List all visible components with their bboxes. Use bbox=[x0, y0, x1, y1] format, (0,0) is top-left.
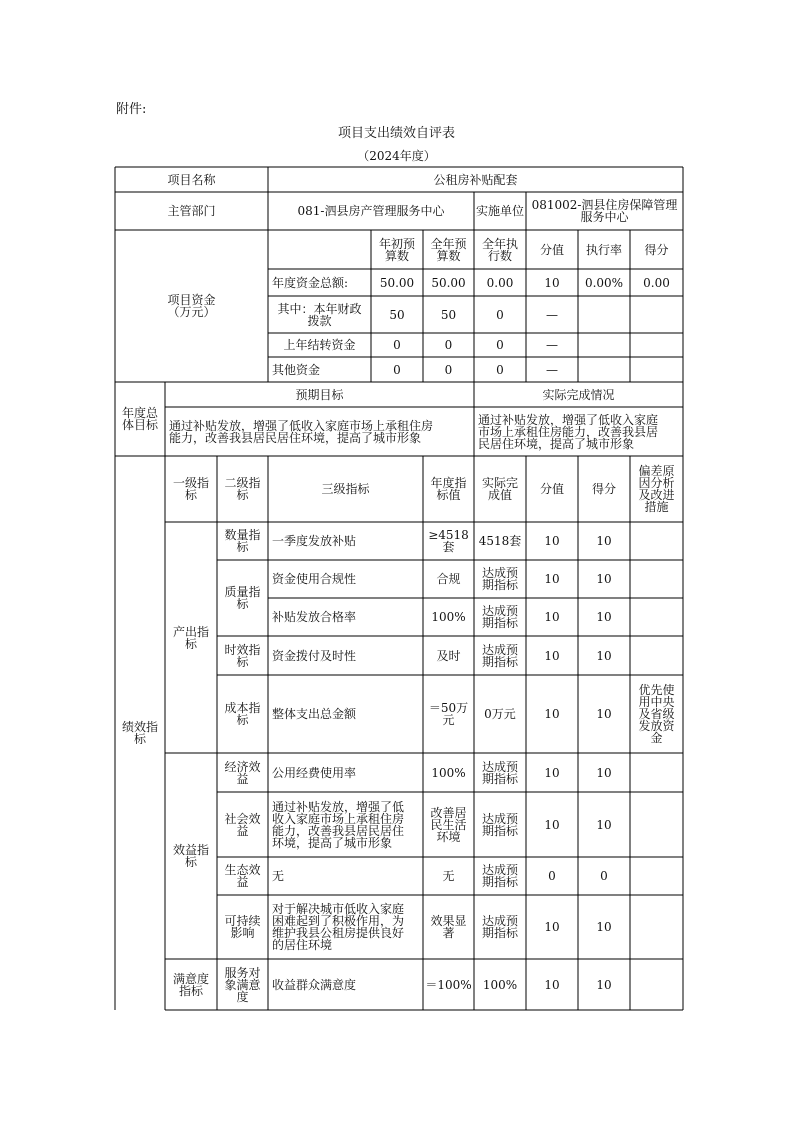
funds-cell: 0.00 bbox=[486, 275, 514, 290]
funds-header: 全年执 行数 bbox=[481, 236, 518, 263]
impl-unit-value: 081002-泗县住房保障管理服务中心 bbox=[531, 198, 678, 224]
perf-header: 得分 bbox=[591, 482, 616, 496]
dept-value: 081-泗县房产管理服务中心 bbox=[297, 204, 445, 218]
indicator-got: 10 bbox=[596, 765, 612, 780]
indicator-target: ＝100% bbox=[425, 977, 472, 992]
perf-header: 三级指标 bbox=[321, 482, 370, 496]
indicator-actual: 100% bbox=[482, 977, 518, 992]
indicator-actual: 4518套 bbox=[478, 534, 522, 548]
indicator-actual: 0万元 bbox=[484, 707, 516, 721]
funds-cell: 50.00 bbox=[379, 275, 415, 290]
indicator-score: 10 bbox=[544, 977, 560, 992]
funds-cell: 0 bbox=[496, 307, 504, 322]
level1-benefit: 效益指 标 bbox=[172, 843, 209, 869]
indicator-name: 资金使用合规性 bbox=[272, 572, 357, 586]
indicator-actual: 达成预 期指标 bbox=[481, 863, 518, 889]
indicator-target: 及时 bbox=[436, 648, 461, 663]
level2-cell: 可持续 影响 bbox=[224, 914, 261, 940]
indicator-note: 优先使 用中央 及省级 发放资 金 bbox=[638, 683, 675, 745]
funds-cell: — bbox=[546, 362, 558, 377]
indicator-got: 10 bbox=[596, 817, 612, 832]
level2-cell: 生态效 益 bbox=[224, 863, 261, 889]
indicator-score: 10 bbox=[544, 817, 560, 832]
level2-cell: 服务对 象满意 度 bbox=[224, 965, 261, 1004]
indicator-actual: 达成预 期指标 bbox=[481, 566, 518, 592]
funds-cell: — bbox=[546, 338, 558, 352]
indicator-name: 公用经费使用率 bbox=[272, 765, 357, 780]
indicator-got: 10 bbox=[596, 534, 612, 548]
actual-goal-header: 实际完成情况 bbox=[542, 387, 615, 402]
funds-cell: 0 bbox=[393, 362, 401, 377]
funds-row-label: 其他资金 bbox=[272, 362, 321, 377]
indicator-name: 整体支出总金额 bbox=[272, 707, 357, 721]
expected-goal-header: 预期目标 bbox=[295, 387, 344, 402]
level1-satisfaction: 满意度 指标 bbox=[172, 971, 209, 998]
funds-header: 执行率 bbox=[585, 242, 622, 257]
indicator-name: 补贴发放合格率 bbox=[272, 610, 357, 624]
funds-row-label: 其中：本年财政 拨款 bbox=[277, 301, 362, 328]
funds-header: 年初预 算数 bbox=[378, 236, 415, 263]
indicator-target: 无 bbox=[442, 869, 455, 883]
indicator-target: 合规 bbox=[436, 572, 461, 586]
funds-row-label: 年度资金总额: bbox=[272, 275, 349, 290]
level1-output: 产出指 标 bbox=[172, 624, 209, 651]
level2-cell: 质量指 标 bbox=[224, 585, 261, 611]
dept-label: 主管部门 bbox=[167, 204, 216, 218]
indicator-name: 资金拨付及时性 bbox=[272, 648, 357, 663]
indicator-score: 10 bbox=[544, 610, 560, 624]
indicator-got: 10 bbox=[596, 572, 612, 586]
funds-cell: 0 bbox=[496, 362, 504, 377]
indicator-actual: 达成预 期指标 bbox=[481, 759, 518, 786]
level2-cell: 成本指 标 bbox=[224, 701, 261, 727]
indicator-score: 10 bbox=[544, 707, 560, 721]
indicator-got: 10 bbox=[596, 920, 612, 934]
indicator-actual: 达成预 期指标 bbox=[481, 914, 518, 940]
level2-cell: 时效指 标 bbox=[224, 642, 261, 669]
indicator-score: 10 bbox=[544, 648, 560, 663]
perf-header: 二级指 标 bbox=[224, 476, 261, 502]
perf-header: 实际完 成值 bbox=[481, 476, 518, 502]
level2-cell: 经济效 益 bbox=[224, 759, 261, 786]
funds-cell: 50 bbox=[389, 307, 405, 322]
funds-header: 全年预 算数 bbox=[430, 236, 467, 263]
funds-header: 分值 bbox=[539, 242, 564, 257]
project-name-value: 公租房补贴配套 bbox=[433, 172, 518, 187]
perf-header: 年度指 标值 bbox=[430, 476, 467, 502]
indicator-name: 一季度发放补贴 bbox=[272, 534, 357, 548]
attachment-label: 附件: bbox=[116, 102, 147, 117]
indicator-score: 0 bbox=[548, 869, 556, 883]
indicator-target: ≥4518 套 bbox=[428, 528, 469, 554]
indicator-score: 10 bbox=[544, 765, 560, 780]
perf-header: 分值 bbox=[539, 482, 564, 496]
indicator-target: 改善居 民生活 环境 bbox=[430, 805, 467, 844]
goals-label: 年度总 体目标 bbox=[121, 406, 158, 432]
level2-cell: 数量指 标 bbox=[224, 528, 261, 554]
indicator-got: 10 bbox=[596, 610, 612, 624]
funds-cell: 0 bbox=[444, 362, 453, 377]
indicator-target: 100% bbox=[431, 765, 466, 780]
perf-header: 偏差原 因分析 及改进 措施 bbox=[638, 464, 675, 514]
actual-goal-text: 通过补贴发放，增强了低收入家庭 市场上承租住房能力，改善我县居 民居住环境，提高了城市形象 bbox=[478, 412, 659, 451]
funds-cell: 0 bbox=[393, 338, 401, 352]
funds-label: 项目资金 （万元） bbox=[167, 293, 216, 319]
funds-cell: 0 bbox=[496, 338, 504, 352]
funds-cell: — bbox=[546, 307, 558, 322]
level2-cell: 社会效 益 bbox=[224, 811, 261, 838]
funds-cell: 10 bbox=[544, 275, 560, 290]
year-subtitle: （2024年度） bbox=[357, 149, 436, 163]
indicator-target: ＝50万 元 bbox=[428, 701, 469, 727]
perf-header: 一级指 标 bbox=[172, 476, 209, 502]
funds-cell: 0.00% bbox=[584, 275, 624, 290]
page-title: 项目支出绩效自评表 bbox=[337, 126, 455, 141]
funds-cell: 0.00 bbox=[643, 275, 670, 290]
indicator-got: 0 bbox=[600, 869, 608, 883]
indicator-got: 10 bbox=[596, 977, 612, 992]
indicator-score: 10 bbox=[544, 572, 560, 586]
indicator-got: 10 bbox=[596, 648, 612, 663]
indicator-actual: 达成预 期指标 bbox=[481, 811, 518, 838]
funds-header: 得分 bbox=[644, 242, 669, 257]
indicator-score: 10 bbox=[544, 920, 560, 934]
indicator-got: 10 bbox=[596, 707, 612, 721]
indicator-name: 收益群众满意度 bbox=[272, 977, 357, 992]
indicator-actual: 达成预 期指标 bbox=[481, 642, 518, 669]
indicator-target: 100% bbox=[431, 610, 466, 624]
impl-unit-label: 实施单位 bbox=[476, 204, 525, 218]
expected-goal-text: 通过补贴发放，增强了低收入家庭市场上承租住房 能力，改善我县居民居住环境，提高了城市形象 bbox=[169, 418, 434, 445]
funds-cell: 0 bbox=[444, 338, 453, 352]
perf-label: 绩效指 标 bbox=[121, 720, 158, 746]
indicator-score: 10 bbox=[544, 534, 560, 548]
funds-cell: 50.00 bbox=[431, 275, 466, 290]
funds-row-label: 上年结转资金 bbox=[283, 338, 356, 352]
indicator-name: 通过补贴发放，增强了低 收入家庭市场上承租住房 能力，改善我县居民居住 环境，提高了城市形象 bbox=[272, 799, 405, 850]
indicator-actual: 达成预 期指标 bbox=[481, 604, 518, 630]
project-name-label: 项目名称 bbox=[167, 172, 216, 187]
indicator-name: 对于解决城市低收入家庭 困难起到了积极作用，为 维护我县公租房提供良好 的居住环境 bbox=[272, 902, 405, 952]
indicator-name: 无 bbox=[272, 869, 285, 883]
indicator-target: 效果显 著 bbox=[430, 914, 467, 940]
funds-cell: 50 bbox=[440, 307, 457, 322]
